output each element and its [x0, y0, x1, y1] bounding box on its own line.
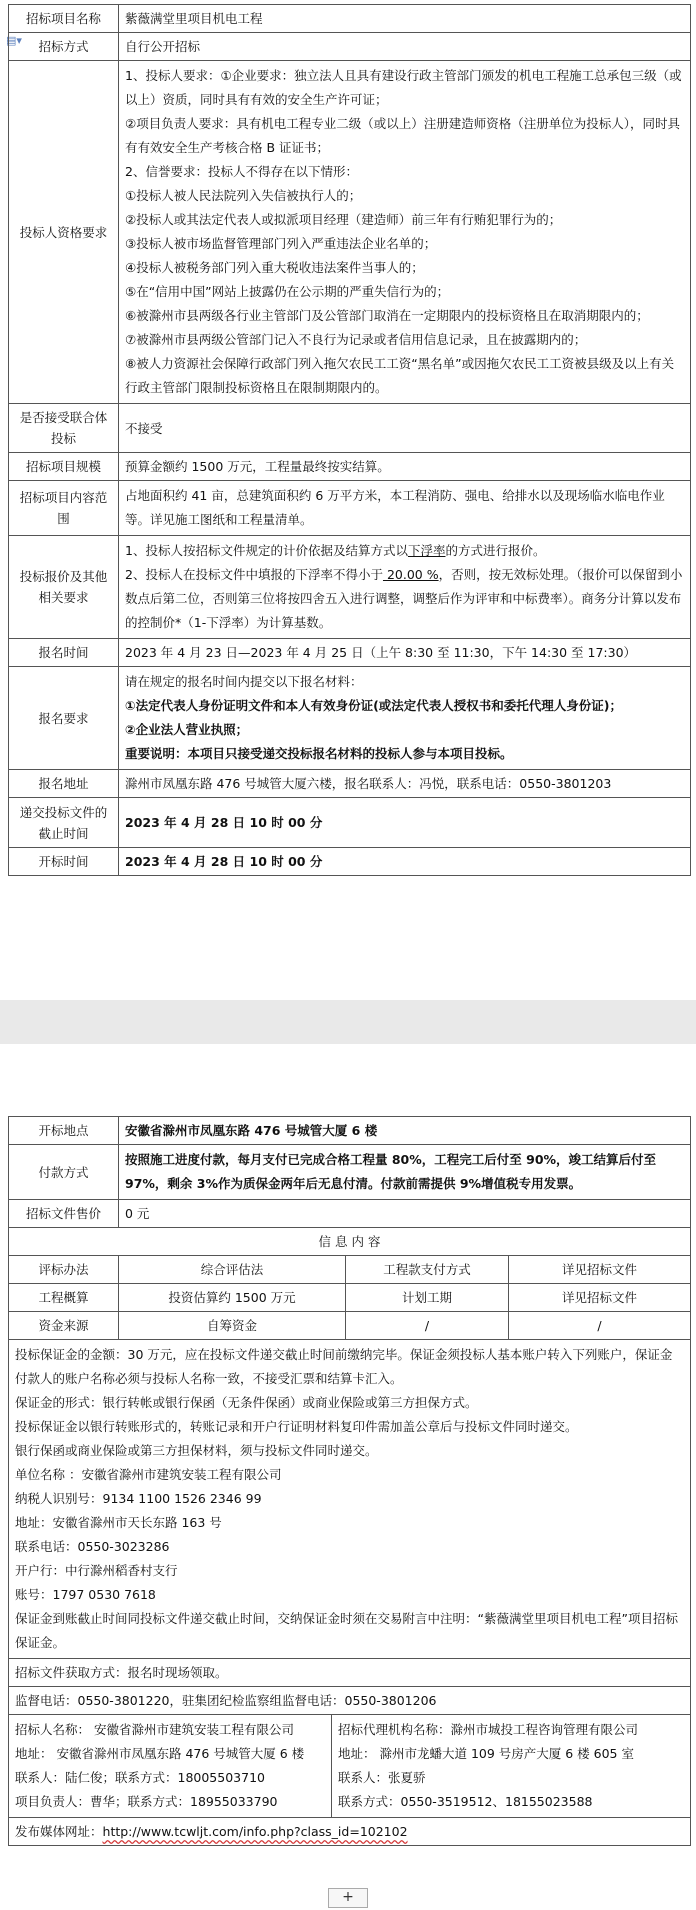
row-budget [9, 1284, 691, 1312]
row-deposit [9, 1340, 691, 1659]
qualification-value [119, 61, 691, 404]
eval-value: 综合评估法 [119, 1256, 346, 1284]
deposit-line: 投标保证金以银行转账形式的，转账记录和开户行证明材料复印件需加盖公章后与投标文件同时递交。 [15, 1419, 578, 1434]
document-icon[interactable]: ▤▾ [6, 34, 22, 47]
deposit-line: 联系电话：0550-3023286 [15, 1539, 170, 1554]
consortium-label: 是否接受联合体投标 [9, 404, 119, 453]
reg-req-label: 报名要求 [9, 667, 119, 770]
row-qualification [9, 61, 691, 404]
media-cell [9, 1818, 691, 1846]
qual-line: ②项目负责人要求：具有机电工程专业二级（或以上）注册建造师资格（注册单位为投标人），同时具有有效安全生产考核合格 B 证证书； [125, 116, 680, 155]
deposit-line: 银行保函或商业保险或第三方担保材料，须与投标文件同时递交。 [15, 1443, 378, 1458]
row-reg-req [9, 667, 691, 770]
tenderer-info [9, 1715, 332, 1818]
agent-line: 招标代理机构名称：滁州市城投工程咨询管理有限公司 [338, 1722, 639, 1737]
reg-addr-value: 滁州市凤凰东路 476 号城管大厦六楼，报名联系人：冯悦，联系电话：0550-3801203 [119, 770, 691, 798]
payment-value: 按照施工进度付款，每月支付已完成合格工程量 80%，工程完工后付至 90%，竣工结算后付至 97%，剩余 3%作为质保金两年后无息付清。付款前需提供 9%增值税专用发票。 [119, 1145, 691, 1200]
deposit-line: 投标保证金的金额：30 万元，应在投标文件递交截止时间前缴纳完毕。保证金须投标人基本账户转入下列账户，保证金付款人的账户名称必须与投标人名称一致，不接受汇票和结算卡汇入。 [15, 1347, 673, 1386]
empty-cell: / [346, 1312, 509, 1340]
table-add-row-handle[interactable]: + [328, 1888, 368, 1908]
tenderer-line: 联系人：陆仁俊；联系方式：18005503710 [15, 1770, 265, 1785]
doc-price-label: 招标文件售价 [9, 1200, 119, 1228]
quote-text: 1、投标人按招标文件规定的计价依据及结算方式以 [125, 543, 408, 558]
pay-method-value: 详见招标文件 [509, 1256, 691, 1284]
quote-text: 2、投标人在投标文件中填报的下浮率不得小于 [125, 567, 383, 582]
project-name-value: 紫薇满堂里项目机电工程 [119, 5, 691, 33]
reg-req-value [119, 667, 691, 770]
method-value: 自行公开招标 [119, 33, 691, 61]
tenderer-line: 地址： 安徽省滁州市凤凰东路 476 号城管大厦 6 楼 [15, 1746, 305, 1761]
open-time-value: 2023 年 4 月 28 日 10 时 00 分 [119, 848, 691, 876]
row-scope [9, 481, 691, 536]
row-consortium [9, 404, 691, 453]
pay-method-label: 工程款支付方式 [346, 1256, 509, 1284]
deposit-block [9, 1340, 691, 1659]
fund-label: 资金来源 [9, 1312, 119, 1340]
quote-line-2 [125, 563, 684, 635]
qual-line: ①投标人被人民法院列入失信被执行人的； [125, 188, 362, 203]
row-media [9, 1818, 691, 1846]
scale-label: 招标项目规模 [9, 453, 119, 481]
obtain-method: 招标文件获取方式：报名时现场领取。 [9, 1659, 691, 1687]
empty-cell: / [509, 1312, 691, 1340]
quote-line-1 [125, 539, 684, 563]
row-quote [9, 536, 691, 639]
qual-line: ⑧被人力资源社会保障行政部门列入拖欠农民工工资“黑名单”或因拖欠农民工工资被县级及以上有关行政主管部门限制投标资格且在限制期限内的。 [125, 356, 675, 395]
agent-line: 联系方式：0550-3519512、18155023588 [338, 1794, 593, 1809]
quote-label: 投标报价及其他相关要求 [9, 536, 119, 639]
tenderer-line: 项目负责人：曹华；联系方式：18955033790 [15, 1794, 278, 1809]
quote-min-rate: 20.00 % [382, 567, 439, 582]
row-contacts [9, 1715, 691, 1818]
quote-text: ，否则，按无效标处理。（报价可以保留到小数点后第二位，否则第三位将按四舍五入进行调整，调整后作为评审和中标费率）。商务分计算以发布的控制价*（1-下浮率）为计算基数。 [125, 567, 683, 630]
quote-value [119, 536, 691, 639]
quote-rate-type: 下浮率 [407, 543, 446, 558]
row-supervise [9, 1687, 691, 1715]
deposit-line: 账号：1797 0530 7618 [15, 1587, 156, 1602]
deposit-line: 地址：安徽省滁州市天长东路 163 号 [15, 1515, 222, 1530]
project-name-label: 招标项目名称 [9, 5, 119, 33]
fund-value: 自筹资金 [119, 1312, 346, 1340]
info-title: 信 息 内 容 [9, 1228, 691, 1256]
budget-label: 工程概算 [9, 1284, 119, 1312]
row-project-name [9, 5, 691, 33]
quote-text: 的方式进行报价。 [445, 543, 546, 558]
row-eval [9, 1256, 691, 1284]
page-gap [0, 1000, 696, 1044]
eval-label: 评标办法 [9, 1256, 119, 1284]
row-open-place [9, 1117, 691, 1145]
document-page-2 [0, 1044, 696, 1910]
row-deadline [9, 798, 691, 848]
open-place-value: 安徽省滁州市凤凰东路 476 号城管大厦 6 楼 [119, 1117, 691, 1145]
deadline-label: 递交投标文件的截止时间 [9, 798, 119, 848]
qual-line: ⑥被滁州市县两级各行业主管部门及公管部门取消在一定期限内的投标资格且在取消期限内的； [125, 308, 649, 323]
tender-info-table-2 [8, 1116, 691, 1846]
row-open-time [9, 848, 691, 876]
scale-value: 预算金额约 1500 万元，工程量最终按实结算。 [119, 453, 691, 481]
row-method [9, 33, 691, 61]
agent-line: 联系人：张夏骄 [338, 1770, 426, 1785]
consortium-value: 不接受 [119, 404, 691, 453]
payment-label: 付款方式 [9, 1145, 119, 1200]
deposit-line: 保证金到账截止时间同投标文件递交截止时间，交纳保证金时须在交易附言中注明：“紫薇满堂里项目机电工程”项目招标保证金。 [15, 1611, 678, 1650]
deadline-value: 2023 年 4 月 28 日 10 时 00 分 [119, 798, 691, 848]
media-url-link[interactable]: http://www.tcwljt.com/info.php?class_id=102102 [102, 1824, 408, 1839]
deposit-line: 开户行：中行滁州稻香村支行 [15, 1563, 178, 1578]
reg-addr-label: 报名地址 [9, 770, 119, 798]
reg-req-note: 重要说明：本项目只接受递交投标报名材料的投标人参与本项目投标。 [125, 746, 513, 761]
period-label: 计划工期 [346, 1284, 509, 1312]
reg-time-value: 2023 年 4 月 23 日—2023 年 4 月 25 日（上午 8:30 至 11:30，下午 14:30 至 17:30） [119, 639, 691, 667]
qual-line: ⑦被滁州市县两级公管部门记入不良行为记录或者信用信息记录，且在披露期内的； [125, 332, 587, 347]
open-time-label: 开标时间 [9, 848, 119, 876]
scope-value: 占地面积约 41 亩，总建筑面积约 6 万平方米，本工程消防、强电、给排水以及现场临水临电作业等。详见施工图纸和工程量清单。 [119, 481, 691, 536]
deposit-line: 保证金的形式：银行转帐或银行保函（无条件保函）或商业保险或第三方担保方式。 [15, 1395, 478, 1410]
qual-line: ②投标人或其法定代表人或拟派项目经理（建造师）前三年有行贿犯罪行为的； [125, 212, 562, 227]
qual-line: 1、投标人要求：①企业要求：独立法人且具有建设行政主管部门颁发的机电工程施工总承包三级（或以上）资质，同时具有有效的安全生产许可证； [125, 68, 682, 107]
open-place-label: 开标地点 [9, 1117, 119, 1145]
reg-req-item: ②企业法人营业执照； [125, 722, 249, 737]
budget-value: 投资估算约 1500 万元 [119, 1284, 346, 1312]
media-label: 发布媒体网址： [15, 1824, 103, 1839]
qual-line: ⑤在“信用中国”网站上披露仍在公示期的严重失信行为的； [125, 284, 450, 299]
deposit-line: 单位名称 ：安徽省滁州市建筑安装工程有限公司 [15, 1467, 282, 1482]
qual-line: ④投标人被税务部门列入重大税收违法案件当事人的； [125, 260, 424, 275]
row-reg-time [9, 639, 691, 667]
deposit-line: 纳税人识别号：9134 1100 1526 2346 99 [15, 1491, 262, 1506]
row-reg-addr [9, 770, 691, 798]
doc-price-value: 0 元 [119, 1200, 691, 1228]
row-payment [9, 1145, 691, 1200]
row-doc-price [9, 1200, 691, 1228]
qual-line: ③投标人被市场监督管理部门列入严重违法企业名单的； [125, 236, 437, 251]
agent-info [332, 1715, 691, 1818]
row-scale [9, 453, 691, 481]
row-obtain [9, 1659, 691, 1687]
method-label: 招标方式 [9, 33, 119, 61]
period-value: 详见招标文件 [509, 1284, 691, 1312]
scope-label: 招标项目内容范围 [9, 481, 119, 536]
qual-line: 2、信誉要求：投标人不得存在以下情形： [125, 164, 358, 179]
row-fund [9, 1312, 691, 1340]
reg-time-label: 报名时间 [9, 639, 119, 667]
supervise-phone: 监督电话：0550-3801220，驻集团纪检监察组监督电话：0550-3801206 [9, 1687, 691, 1715]
tender-info-table-1 [8, 4, 691, 876]
tenderer-line: 招标人名称： 安徽省滁州市建筑安装工程有限公司 [15, 1722, 294, 1737]
reg-req-item: ①法定代表人身份证明文件和本人有效身份证(或法定代表人授权书和委托代理人身份证)； [125, 698, 623, 713]
qualification-label: 投标人资格要求 [9, 61, 119, 404]
reg-req-intro: 请在规定的报名时间内提交以下报名材料： [125, 674, 363, 689]
row-info-title [9, 1228, 691, 1256]
agent-line: 地址： 滁州市龙蟠大道 109 号房产大厦 6 楼 605 室 [338, 1746, 634, 1761]
